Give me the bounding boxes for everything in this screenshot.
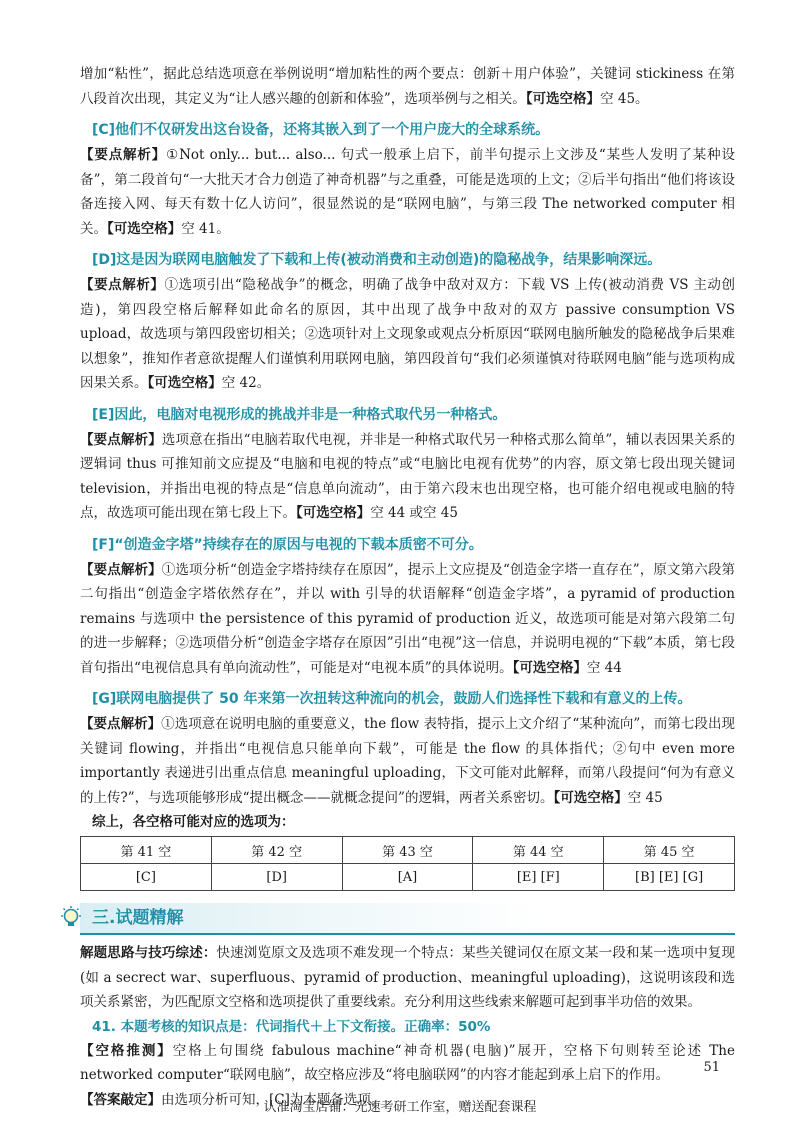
question-inference	[80, 1039, 735, 1088]
table-header-cell: 第 45 空	[604, 837, 735, 864]
option-analysis	[80, 273, 735, 396]
blank-tail: 空 44 或空 45	[370, 505, 458, 521]
table-header-cell: 第 42 空	[211, 837, 342, 864]
section-title: 三.试题精解	[92, 908, 184, 928]
question-heading: 41. 本题考核的知识点是：代词指代＋上下文衔接。正确率：50%	[92, 1018, 491, 1035]
blank-tag: 【可选空格】	[553, 789, 628, 806]
option-heading: [D]这是因为联网电脑触发了下载和上传(被动消费和主动创造)的隐秘战争，结果影响深远。	[92, 252, 662, 268]
option-heading: [G]联网电脑提供了 50 年来第一次扭转这种流向的机会，鼓励人们选择性下载和有意义的上传。	[92, 691, 692, 707]
option-heading: [C]他们不仅研发出这台设备，还将其嵌入到了一个用户庞大的全球系统。	[92, 122, 550, 138]
analysis-tag: 【要点解析】	[80, 716, 162, 732]
table-header-row	[81, 837, 735, 864]
table-header-cell: 第 43 空	[342, 837, 473, 864]
method-lead: 解题思路与技巧综述：	[80, 945, 217, 961]
blank-tail: 空 41。	[181, 220, 230, 237]
blank-tag: 【可选空格】	[512, 659, 587, 676]
main-content	[80, 62, 735, 1112]
table-cell: [D]	[211, 864, 342, 891]
table-cell: [B] [E] [G]	[604, 864, 735, 891]
option-g	[80, 686, 735, 810]
intro-tag: 【可选空格】	[525, 90, 601, 107]
option-analysis	[80, 143, 735, 241]
analysis-tag: 【要点解析】	[80, 147, 167, 163]
option-d	[80, 247, 735, 396]
option-analysis	[80, 428, 735, 526]
table-cell: [A]	[342, 864, 473, 891]
table-cell: [C]	[81, 864, 212, 891]
answer-body: 由选项分析可知，[C]为本题备选项。	[161, 1091, 385, 1108]
method-text: 快速浏览原文及选项不难发现一个特点：某些关键词仅在原文某一段和某一选项中复现(如 a secrect war、superfluous、pyramid of production、meaningful uploading)，这说明该段和选项关系紧密，为匹配原文空格和选项提供了重要线索。充分利用这些线索来解题可起到事半功倍的效果。	[80, 945, 736, 1010]
blank-tail: 空 45	[627, 789, 663, 806]
analysis-tag: 【要点解析】	[80, 561, 162, 578]
summary-label: 综上，各空格可能对应的选项为：	[92, 814, 295, 830]
blank-tag: 【可选空格】	[147, 375, 222, 391]
option-analysis	[80, 712, 735, 810]
option-analysis	[80, 558, 735, 681]
section-header	[80, 903, 735, 935]
blank-tag: 【可选空格】	[107, 220, 182, 237]
option-heading: [F]“创造金字塔”持续存在的原因与电视的下载本质密不可分。	[92, 536, 483, 553]
table-row	[81, 864, 735, 891]
intro-text: 增加“粘性”，据此总结选项意在举例说明“增加粘性的两个要点：创新＋用户体验”，关键词 stickiness 在第八段首次出现，其定义为“让人感兴趣的创新和体验”，选项举例与之相关。	[80, 66, 735, 107]
answer-table	[80, 836, 735, 891]
table-header-cell: 第 41 空	[81, 837, 212, 864]
inference-body: 空格上句围绕 fabulous machine“神奇机器(电脑)”展开，空格下句则转至论述 The networked computer“联网电脑”，故空格应涉及“将电脑联网”的内容才能起到承上启下的作用。	[80, 1042, 735, 1083]
intro-tail: 空 45。	[600, 90, 649, 107]
analysis-body: 选项意在指出“电脑若取代电视，并非是一种格式取代另一种格式那么简单”，辅以表因果关系的逻辑词 thus 可推知前文应提及“电脑和电视的特点”或“电脑比电视有优势”的内容，原文第七段出现关键词 television，并指出电视的特点是“信息单向流动”，由于第六段末也出现空格，也可能介绍电视或电脑的特点，故选项可能出现在第七段上下。	[80, 431, 735, 521]
intro-paragraph	[80, 62, 735, 111]
analysis-body: ①选项意在说明电脑的重要意义，the flow 表特指，提示上文介绍了“某种流向”，而第七段出现关键词 flowing，并指出“电视信息只能单向下载”，可能是 the flow 的具体指代；②句中 even more importantly 表递进引出重点信息 meaningful uploading，下文可能对此解释，而第八段提问“何为有意义的上传?”，与选项能够形成“提出概念——就概念提问”的逻辑，两者关系密切。	[80, 716, 735, 806]
analysis-body: ①Not only... but... also... 句式一般承上启下，前半句提示上文涉及“某些人发明了某种设备”，第二段首句“一大批天才合力创造了神奇机器”与之重叠，可能是选项的上文；②后半句指出“他们将该设备连接入网、每天有数十亿人访问”，很显然说的是“联网电脑”，与第三段 The networked computer 相关。	[80, 147, 736, 237]
analysis-body: ①选项分析“创造金字塔持续存在原因”，提示上文应提及“创造金字塔一直存在”，原文第六段第二句指出“创造金字塔依然存在”，并以 with 引导的状语解释“创造金字塔”，a pyramid of production remains 与选项中 the persistence of this pyramid of production 近义，故选项可能是对第六段第二句的进一步解释；②选项借分析“创造金字塔存在原因”引出“电视”这一信息，并说明电视的“下载”本质，第七段首句指出“电视信息具有单向流动性”，可能是对“电视本质”的具体说明。	[80, 561, 736, 676]
analysis-tag: 【要点解析】	[80, 431, 162, 448]
table-header-cell: 第 44 空	[473, 837, 604, 864]
page-number: 51	[703, 1060, 720, 1075]
option-heading: [E]因此，电脑对电视形成的挑战并非是一种格式取代另一种格式。	[92, 406, 507, 423]
option-f	[80, 532, 735, 681]
answer-tag: 【答案敲定】	[80, 1091, 161, 1108]
footer-note: 认准淘宝店铺：光速考研工作室，赠送配套课程	[263, 1100, 537, 1115]
analysis-tag: 【要点解析】	[80, 277, 165, 293]
option-c	[80, 117, 735, 241]
option-e	[80, 402, 735, 526]
blank-tail: 空 42。	[221, 375, 271, 391]
analysis-body: ①选项引出“隐秘战争”的概念，明确了战争中敌对双方：下载 VS 上传(被动消费 VS 主动创造)，第四段空格后解释如此命名的原因，其中出现了战争中敌对的双方 passive consumption VS upload，故选项与第四段密切相关；②选项针对上文现象或观点分析原因“联网电脑所触发的隐秘战争后果难以想象”，推知作者意欲提醒人们谨慎利用联网电脑，第四段首句“我们必须谨慎对待联网电脑”能与选项构成因果关系。	[80, 277, 735, 391]
method-paragraph	[80, 941, 735, 1015]
blank-tail: 空 44	[586, 659, 622, 676]
inference-tag: 【空格推测】	[80, 1042, 173, 1059]
table-cell: [E] [F]	[473, 864, 604, 891]
lightbulb-icon	[58, 905, 84, 931]
blank-tag: 【可选空格】	[296, 505, 371, 521]
